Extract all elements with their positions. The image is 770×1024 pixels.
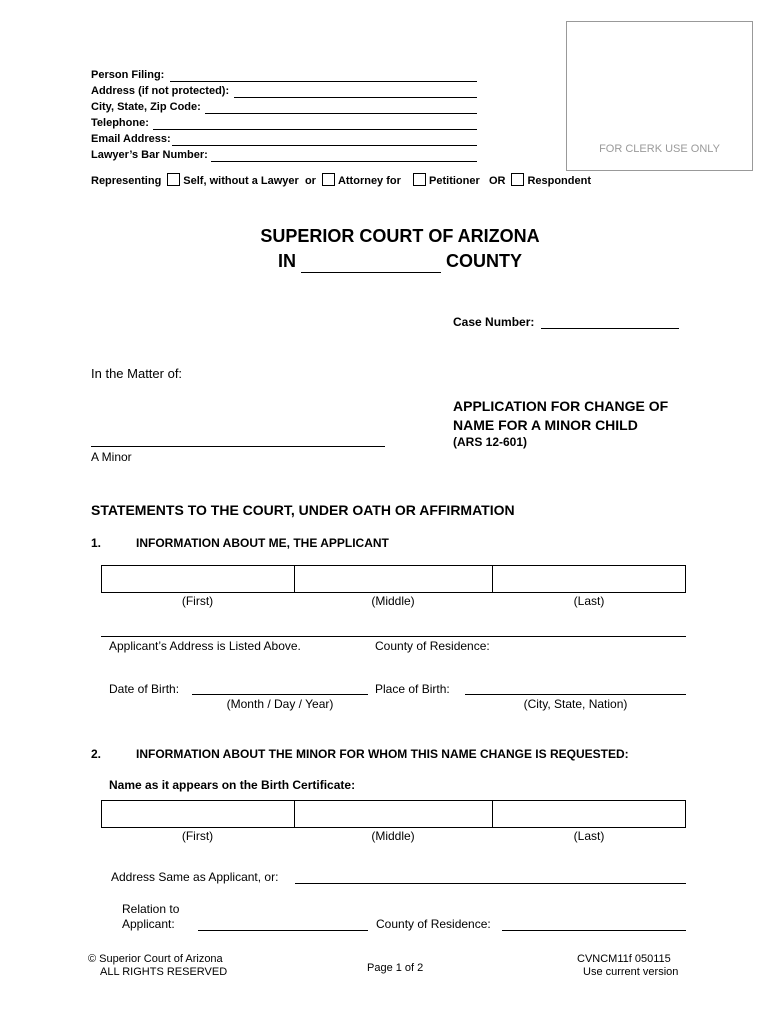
minor-label: A Minor — [91, 450, 132, 464]
city-state-zip-field[interactable] — [205, 113, 477, 114]
last-caption-2: (Last) — [573, 829, 605, 843]
clerk-use-box — [566, 21, 753, 171]
county-suffix: COUNTY — [446, 251, 523, 271]
doc-title-line2: NAME FOR A MINOR CHILD — [453, 417, 638, 433]
place-birth-field[interactable] — [465, 694, 686, 695]
county-line — [0, 251, 770, 273]
rights-text: ALL RIGHTS RESERVED — [100, 966, 228, 978]
clerk-use-label: FOR CLERK USE ONLY — [599, 143, 720, 155]
applicant-address-note: Applicant’s Address is Listed Above. — [109, 639, 301, 653]
county-prefix: IN — [277, 251, 296, 271]
birth-certificate-label: Name as it appears on the Birth Certificate: — [109, 778, 356, 792]
minor-county-field[interactable] — [502, 930, 686, 931]
statements-heading: STATEMENTS TO THE COURT, UNDER OATH OR AFFIRMATION — [91, 502, 515, 518]
respondent-checkbox[interactable] — [511, 173, 524, 186]
self-label: Self, without a Lawyer — [183, 175, 299, 187]
applicant-first-name-field[interactable] — [102, 566, 295, 592]
person-filing-label: Person Filing: — [91, 69, 165, 81]
email-field[interactable] — [172, 145, 477, 146]
bar-number-field[interactable] — [211, 161, 477, 162]
place-hint: (City, State, Nation) — [523, 697, 628, 711]
last-caption: (Last) — [573, 594, 605, 608]
telephone-label: Telephone: — [91, 117, 149, 129]
relation-label-line1: Relation to — [122, 902, 180, 916]
first-caption-2: (First) — [181, 829, 214, 843]
attorney-checkbox[interactable] — [322, 173, 335, 186]
or-caps-label: OR — [488, 175, 506, 187]
case-number-label: Case Number: — [453, 315, 535, 329]
separator-line — [101, 636, 686, 637]
section1-number: 1. — [91, 536, 102, 550]
minor-address-field[interactable] — [295, 883, 686, 884]
relation-label-line2: Applicant: — [122, 917, 175, 931]
section2-title: INFORMATION ABOUT THE MINOR FOR WHOM THIS NAME CHANGE IS REQUESTED: — [136, 747, 629, 761]
county-residence-label-2: County of Residence: — [376, 917, 491, 931]
telephone-field[interactable] — [153, 129, 477, 130]
dob-field[interactable] — [192, 694, 368, 695]
address-field[interactable] — [234, 97, 477, 98]
minor-name-field[interactable] — [91, 446, 385, 447]
first-caption: (First) — [181, 594, 214, 608]
statute-label: (ARS 12-601) — [453, 435, 528, 449]
section2-number: 2. — [91, 747, 102, 761]
or-label: or — [304, 175, 316, 187]
respondent-label: Respondent — [527, 175, 591, 187]
relation-field[interactable] — [198, 930, 368, 931]
applicant-middle-name-field[interactable] — [295, 566, 493, 592]
copyright-text: © Superior Court of Arizona — [88, 953, 223, 965]
petitioner-label: Petitioner — [429, 175, 480, 187]
court-name: SUPERIOR COURT OF ARIZONA — [260, 226, 540, 246]
place-birth-label: Place of Birth: — [375, 682, 450, 696]
bar-number-label: Lawyer’s Bar Number: — [91, 149, 208, 161]
version-note: Use current version — [583, 966, 679, 978]
form-code: CVNCM11f 050115 — [577, 953, 671, 965]
minor-first-name-field[interactable] — [102, 801, 295, 827]
address-label: Address (if not protected): — [91, 85, 230, 97]
address-same-label: Address Same as Applicant, or: — [111, 870, 279, 884]
case-number-field[interactable] — [541, 328, 679, 329]
representing-label: Representing — [91, 175, 162, 187]
minor-last-name-field[interactable] — [493, 801, 685, 827]
county-field[interactable] — [301, 251, 441, 273]
section1-title: INFORMATION ABOUT ME, THE APPLICANT — [136, 536, 389, 550]
email-label: Email Address: — [91, 133, 171, 145]
doc-title-line1: APPLICATION FOR CHANGE OF — [453, 398, 669, 414]
self-checkbox[interactable] — [167, 173, 180, 186]
petitioner-checkbox[interactable] — [413, 173, 426, 186]
representing-row — [91, 173, 591, 187]
matter-label: In the Matter of: — [91, 366, 183, 381]
county-residence-label: County of Residence: — [375, 639, 490, 653]
dob-label: Date of Birth: — [109, 682, 180, 696]
minor-name-table — [101, 800, 686, 828]
dob-hint: (Month / Day / Year) — [226, 697, 334, 711]
city-state-zip-label: City, State, Zip Code: — [91, 101, 201, 113]
middle-caption: (Middle) — [371, 594, 415, 608]
person-filing-field[interactable] — [170, 81, 477, 82]
page-number: Page 1 of 2 — [367, 962, 424, 974]
attorney-label: Attorney for — [337, 175, 401, 187]
applicant-last-name-field[interactable] — [493, 566, 685, 592]
applicant-name-table — [101, 565, 686, 593]
minor-middle-name-field[interactable] — [295, 801, 493, 827]
middle-caption-2: (Middle) — [371, 829, 415, 843]
